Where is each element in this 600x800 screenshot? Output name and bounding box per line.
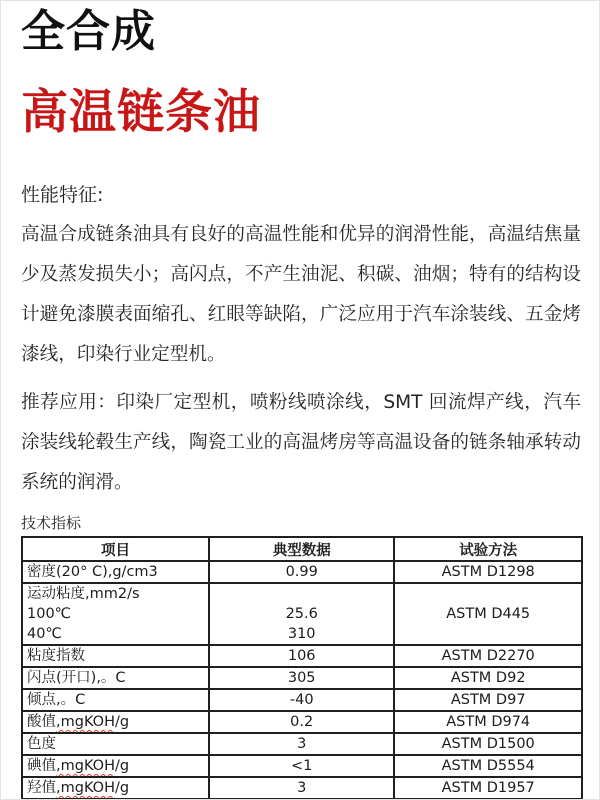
value-cell: 305: [209, 667, 394, 689]
value-cell: 25.6 310: [209, 583, 394, 645]
table-row: [22, 733, 582, 755]
table-row: [22, 777, 582, 799]
spec-table-caption: 技术指标: [21, 514, 82, 532]
spellcheck-squiggle: ,mgKOH: [56, 714, 115, 730]
spec-table-body: [22, 561, 582, 799]
method-cell: ASTM D92: [394, 667, 582, 689]
item-cell: 闪点(开口),。C: [22, 667, 209, 689]
value-cell: -40: [209, 689, 394, 711]
item-cell: 色度: [22, 733, 209, 755]
item-cell: 碘值,mgKOH/g: [22, 755, 209, 777]
spellcheck-squiggle: ,mgKOH: [56, 780, 115, 796]
table-header-row: [22, 537, 582, 561]
method-cell: ASTM D1957: [394, 777, 582, 799]
item-cell: 羟值,mgKOH/g: [22, 777, 209, 799]
product-category-title: 全合成: [21, 6, 156, 57]
spellcheck-squiggle: ,mgKOH: [56, 758, 115, 774]
table-row: [22, 561, 582, 583]
value-cell: 3: [209, 733, 394, 755]
value-cell: 0.2: [209, 711, 394, 733]
value-cell: 3: [209, 777, 394, 799]
performance-label: 性能特征:: [21, 184, 104, 206]
product-name-title: 高温链条油: [21, 85, 261, 140]
method-cell: ASTM D5554: [394, 755, 582, 777]
table-row: [22, 583, 582, 645]
item-cell: 粘度指数: [22, 645, 209, 667]
table-row: [22, 711, 582, 733]
table-row: [22, 755, 582, 777]
performance-text: 高温合成链条油具有良好的高温性能和优异的润滑性能，高温结焦量少及蒸发损失小；高闪点，不产生油泥、积碳、油烟；特有的结构设计避免漆膜表面缩孔、红眼等缺陷，广泛应用于汽车涂装线、五金烤漆线，印染行业定型机。: [21, 224, 581, 365]
column-header-item: 项目: [22, 537, 209, 561]
table-row: [22, 667, 582, 689]
method-cell: ASTM D97: [394, 689, 582, 711]
method-cell: ASTM D2270: [394, 645, 582, 667]
method-cell: ASTM D1500: [394, 733, 582, 755]
spec-table: [21, 536, 583, 800]
value-cell: <1: [209, 755, 394, 777]
table-row: [22, 645, 582, 667]
method-cell: ASTM D1298: [394, 561, 582, 583]
column-header-method: 试验方法: [394, 537, 582, 561]
value-cell: 0.99: [209, 561, 394, 583]
applications-text: 推荐应用：印染厂定型机，喷粉线喷涂线，SMT 回流焊产线，汽车涂装线轮毂生产线，陶瓷工业的高温烤房等高温设备的链条轴承转动系统的润滑。: [21, 392, 581, 493]
method-cell: ASTM D445: [394, 583, 582, 645]
column-header-value: 典型数据: [209, 537, 394, 561]
table-row: [22, 689, 582, 711]
item-cell: 酸值,mgKOH/g: [22, 711, 209, 733]
value-cell: 106: [209, 645, 394, 667]
item-cell: 密度(20° C),g/cm3: [22, 561, 209, 583]
item-cell: 运动粘度,mm2/s 100℃ 40℃: [22, 583, 209, 645]
method-cell: ASTM D974: [394, 711, 582, 733]
item-cell: 倾点,。C: [22, 689, 209, 711]
